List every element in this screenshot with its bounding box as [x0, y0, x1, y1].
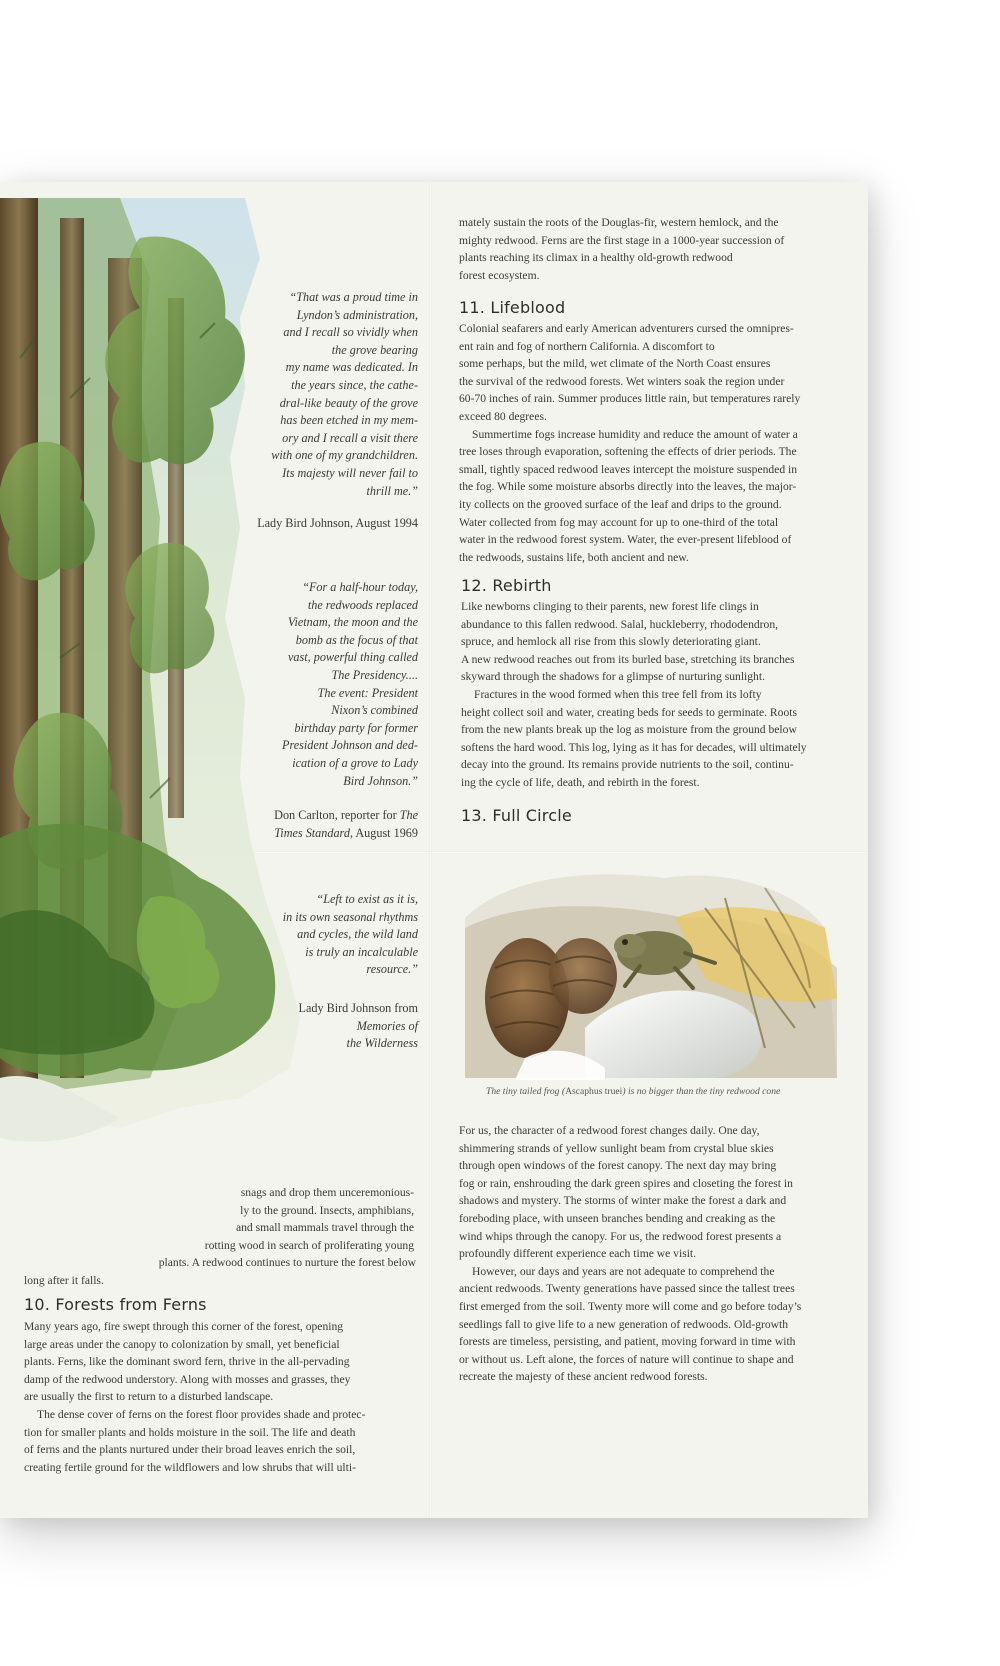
paragraph-line: profoundly different experience each time we visit.	[459, 1247, 697, 1261]
paragraph-line: wind whips through the canopy. For us, the redwood forest presents a	[459, 1229, 782, 1243]
left-continued-paragraph	[24, 1184, 420, 1290]
quote-line: Nixon’s combined	[331, 703, 418, 718]
paragraph-line: A new redwood reaches out from its burled base, stretching its branches	[461, 652, 795, 666]
quote-line: and cycles, the wild land	[297, 927, 418, 942]
paragraph-line: tree loses through evaporation, softening the effects of drier periods. The	[459, 445, 797, 459]
paragraph-line: Colonial seafarers and early American adventurers cursed the omnipres-	[459, 322, 794, 335]
paragraph-line: ancient redwoods. Twenty generations have passed since the tallest trees	[459, 1282, 795, 1296]
quote-line: and I recall so vividly when	[283, 325, 418, 340]
vertical-fold-crease	[429, 182, 432, 1518]
attribution-publication: The	[399, 808, 418, 822]
paragraph-line: rotting wood in search of proliferating young	[204, 1238, 414, 1252]
paragraph-line: The dense cover of ferns on the forest floor provides shade and protec-	[37, 1407, 366, 1421]
quote-line: with one of my grandchildren.	[271, 448, 418, 463]
attribution-publication: Times Standard	[274, 825, 350, 840]
paragraph-line: plants reaching its climax in a healthy old-growth redwood	[459, 251, 733, 265]
caption-scientific-name: Ascaphus truei	[565, 1086, 623, 1097]
paragraph-line: skyward through the shadows for a glimpse of nurturing sunlight.	[461, 670, 765, 684]
quote-line: bomb as the focus of that	[295, 632, 418, 647]
paragraph-line: recreate the majesty of these ancient redwood forests.	[459, 1370, 708, 1384]
frog-illustration-caption	[486, 1086, 780, 1097]
quote-line: birthday party for former	[294, 720, 418, 735]
paragraph-line: and small mammals travel through the	[235, 1221, 414, 1235]
paragraph-line: plants. A redwood continues to nurture the forest below	[158, 1256, 416, 1270]
paragraph-line: ity collects on the grooved surface of the leaf and drips to the ground.	[459, 497, 782, 511]
paragraph-line: height collect soil and water, creating beds for seeds to germinate. Roots	[461, 705, 797, 719]
attribution-line: Lady Bird Johnson from	[298, 1001, 418, 1015]
paragraph-line: of ferns and the plants nurtured under their broad leaves enrich the soil,	[24, 1443, 356, 1457]
quote-line: “That was a proud time in	[289, 290, 418, 304]
paragraph-line: Like newborns clinging to their parents, new forest life clings in	[461, 600, 759, 613]
attribution-date: , August 1969	[349, 825, 418, 840]
paragraph-line: ent rain and fog of northern California. A discomfort to	[459, 339, 715, 353]
paragraph-line: spruce, and hemlock all rise from this slowly deteriorating giant.	[461, 635, 761, 649]
paragraph-line: Fractures in the wood formed when this tree fell from its lofty	[474, 687, 762, 701]
quote-line: ory and I recall a visit there	[282, 430, 418, 445]
paragraph-line: some perhaps, but the mild, wet climate of the North Coast ensures	[459, 357, 771, 371]
paragraph-line: are usually the first to return to a disturbed landscape.	[24, 1390, 274, 1404]
paragraph-line: Water collected from fog may account for up to one-third of the total	[459, 515, 779, 529]
quote-line: the years since, the cathe-	[291, 377, 418, 392]
paragraph-line: forests are timeless, persisting, and patient, moving forward in time with	[459, 1335, 796, 1349]
paragraph-line: from the new plants break up the log as moisture from the ground below	[461, 723, 797, 737]
paragraph-line: the survival of the redwood forests. Wet winters soak the region under	[459, 374, 785, 388]
paragraph-line: creating fertile ground for the wildflowers and low shrubs that will ulti-	[24, 1460, 356, 1474]
paragraph-line: 60-70 inches of rain. Summer produces little rain, but temperatures rarely	[459, 392, 801, 406]
paragraph-line: shimmering strands of yellow sunlight beam from crystal blue skies	[459, 1141, 774, 1155]
paragraph-line: exceed 80 degrees.	[459, 409, 547, 423]
paragraph-line: or without us. Left alone, the forces of nature will continue to shape and	[459, 1352, 794, 1366]
paragraph-line: seedlings fall to give life to a new generation of redwoods. Old-growth	[459, 1317, 789, 1331]
attribution-don-carlton	[200, 807, 418, 842]
quote-memories-wilderness	[212, 891, 418, 979]
paragraph-line: first emerged from the soil. Twenty more will come and go before today’s	[459, 1299, 802, 1313]
paragraph-line: fog or rain, enshrouding the dark green spires and closeting the forest in	[459, 1176, 793, 1190]
quote-line: The Presidency....	[331, 667, 418, 682]
paragraph-line: However, our days and years are not adequate to comprehend the	[472, 1264, 775, 1278]
quote-line: the redwoods replaced	[307, 597, 418, 612]
paragraph-line: large areas under the canopy to colonization by small, yet beneficial	[24, 1337, 340, 1351]
attribution-author: Don Carlton, reporter for	[274, 808, 397, 822]
quote-line: The event: President	[317, 685, 418, 700]
paragraph-line: long after it falls.	[24, 1273, 104, 1287]
paragraph-line: the fog. While some moisture absorbs directly into the leaves, the major-	[459, 480, 797, 494]
quote-line: thrill me.”	[366, 483, 418, 498]
section-10-heading: 10. Forests from Ferns	[24, 1295, 207, 1314]
paragraph-line: damp of the redwood understory. Along with mosses and grasses, they	[24, 1372, 351, 1386]
quote-line: ication of a grove to Lady	[292, 755, 418, 770]
paragraph-line: tion for smaller plants and holds moisture in the soil. The life and death	[24, 1425, 356, 1439]
paragraph-line: mighty redwood. Ferns are the first stage in a 1000-year succession of	[459, 233, 785, 247]
quote-line: has been etched in my mem-	[280, 413, 418, 428]
paragraph-line: abundance to this fallen redwood. Salal, huckleberry, rhododendron,	[461, 617, 779, 631]
caption-text: ) is no bigger than the tiny redwood cone	[622, 1086, 781, 1097]
attribution-lady-bird-memories	[212, 1000, 418, 1053]
paragraph-line: foreboding place, with unseen branches bending and creaking as the	[459, 1211, 776, 1225]
attribution-line: Lady Bird Johnson, August 1994	[257, 516, 418, 530]
paragraph-line: water in the redwood forest system. Water, the ever-present lifeblood of	[459, 533, 792, 547]
quote-line: Bird Johnson.”	[343, 773, 418, 788]
quote-line: Its majesty will never fail to	[282, 465, 418, 480]
paragraph-line: ly to the ground. Insects, amphibians,	[240, 1203, 414, 1217]
paragraph-line: through open windows of the forest canopy. The next day may bring	[459, 1159, 777, 1173]
attribution-lady-bird-1994	[212, 515, 418, 533]
paragraph-line: Many years ago, fire swept through this corner of the forest, opening	[24, 1320, 344, 1333]
quote-line: “Left to exist as it is,	[316, 892, 418, 906]
paragraph-line: shadows and mystery. The storms of winter make the forest a dark and	[459, 1194, 787, 1208]
paragraph-line: Summertime fogs increase humidity and reduce the amount of water a	[472, 427, 798, 441]
quote-line: resource.”	[366, 962, 418, 977]
attribution-book-title: the Wilderness	[346, 1036, 418, 1051]
attribution-line	[200, 825, 418, 843]
section-13-text	[459, 1122, 854, 1386]
section-12-text	[461, 598, 856, 792]
paragraph-line: For us, the character of a redwood forest changes daily. One day,	[459, 1124, 760, 1137]
paragraph-line: mately sustain the roots of the Douglas-fir, western hemlock, and the	[459, 216, 779, 229]
right-continued-paragraph	[459, 214, 849, 284]
section-11-text	[459, 320, 854, 566]
caption-text: The tiny tailed frog (	[486, 1086, 566, 1097]
quote-line: in its own seasonal rhythms	[282, 909, 418, 924]
section-13-heading: 13. Full Circle	[461, 806, 572, 825]
paragraph-line: plants. Ferns, like the dominant sword fern, thrive in the all-pervading	[24, 1355, 350, 1369]
quote-line: dral-like beauty of the grove	[279, 395, 418, 410]
section-11-heading: 11. Lifeblood	[459, 298, 566, 317]
section-12-heading: 12. Rebirth	[461, 576, 552, 595]
quote-line: “For a half-hour today,	[302, 580, 418, 594]
paragraph-line: decay into the ground. Its remains provide nutrients to the soil, continu-	[461, 758, 794, 772]
paragraph-line: snags and drop them unceremonious-	[240, 1186, 414, 1199]
attribution-book-title: Memories of	[356, 1018, 418, 1033]
quote-line: Lyndon’s administration,	[296, 307, 418, 322]
quote-line: the grove bearing	[331, 342, 418, 357]
section-10-text	[24, 1318, 424, 1476]
paragraph-line: softens the hard wood. This log, lying as it has for decades, will ultimately	[461, 740, 807, 754]
quote-line: President Johnson and ded-	[282, 738, 418, 753]
quote-line: my name was dedicated. In	[285, 360, 418, 375]
quote-line: is truly an incalculable	[305, 944, 418, 959]
paragraph-line: forest ecosystem.	[459, 268, 540, 282]
tailed-frog-illustration	[465, 858, 837, 1088]
attribution-line	[200, 807, 418, 825]
quote-times-standard-1969	[212, 579, 418, 790]
quote-line: vast, powerful thing called	[288, 650, 418, 665]
paragraph-line: ing the cycle of life, death, and rebirth in the forest.	[461, 775, 700, 789]
paragraph-line: the redwoods, sustains life, both ancient and new.	[459, 550, 689, 564]
paragraph-line: small, tightly spaced redwood leaves intercept the moisture suspended in	[459, 462, 798, 476]
quote-line: Vietnam, the moon and the	[287, 615, 418, 630]
quote-lady-bird-1994	[212, 289, 418, 500]
